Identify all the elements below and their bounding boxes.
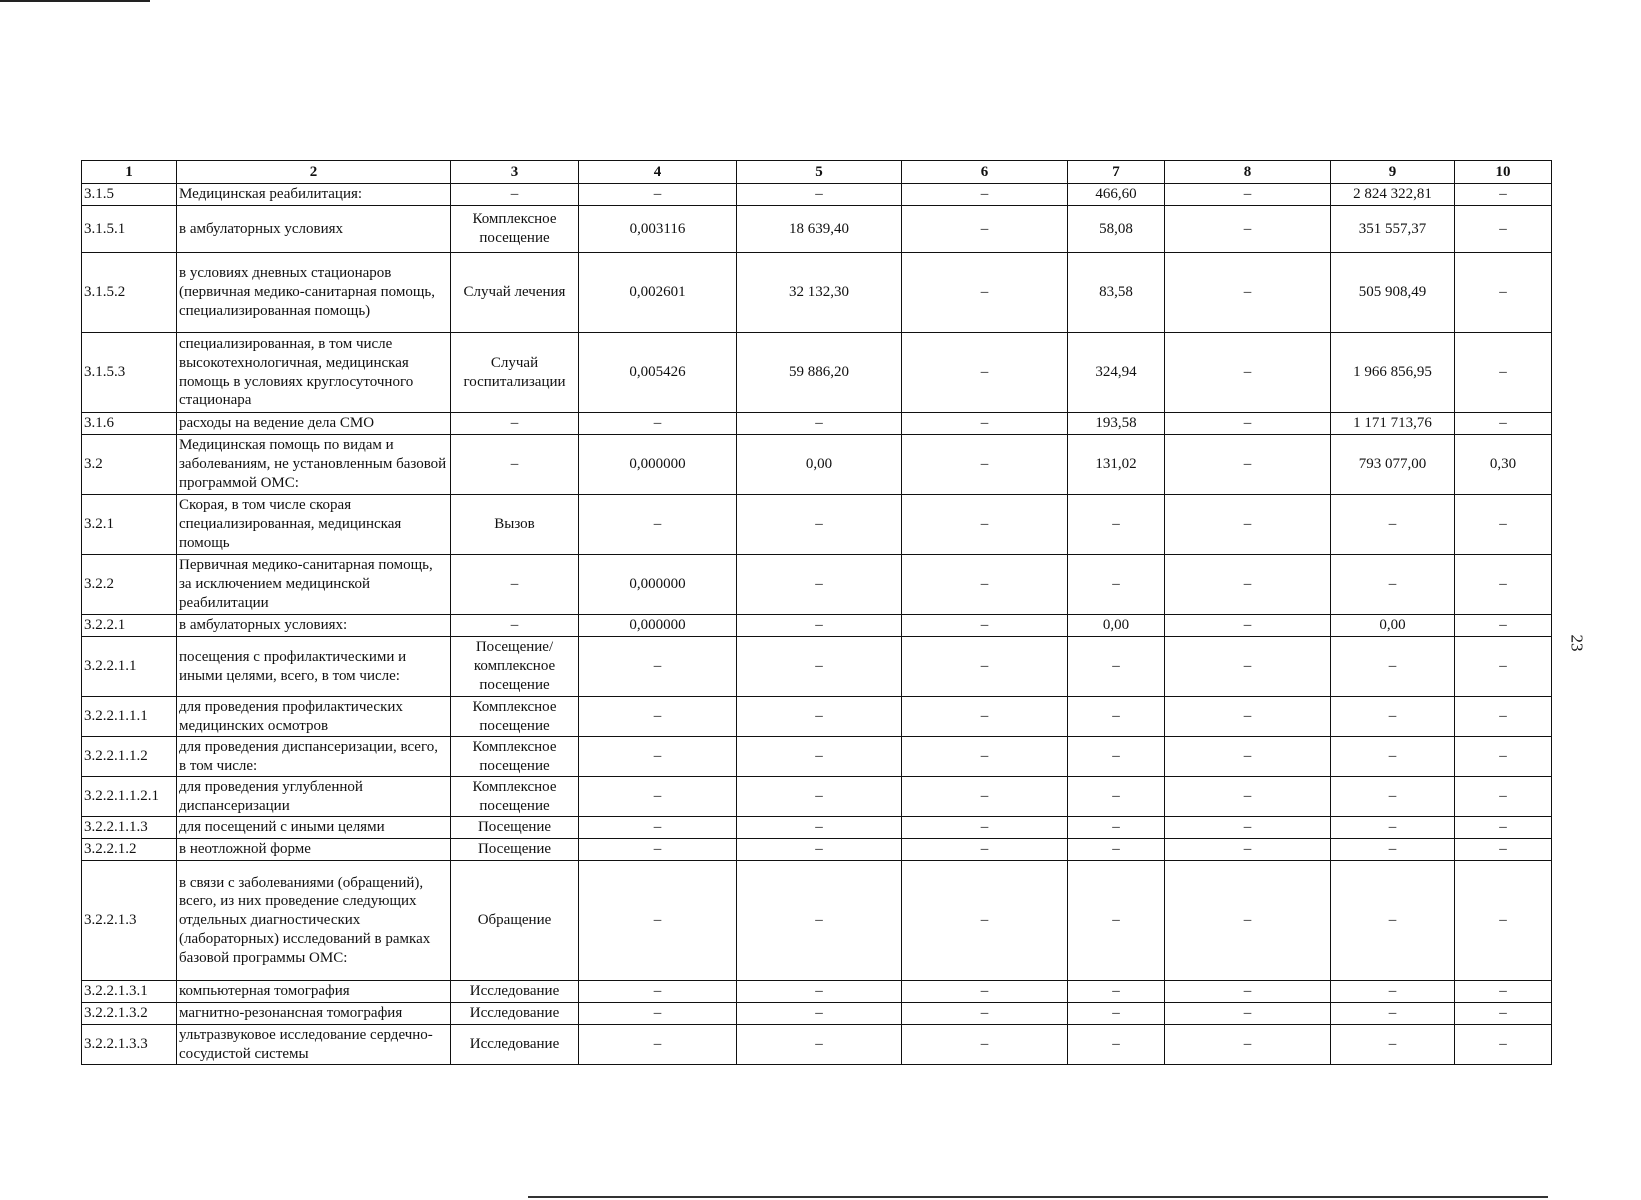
value-cell: 505 908,49 [1331, 253, 1455, 333]
value-cell: – [1455, 253, 1552, 333]
row-description-cell: для проведения углубленной диспансеризации [177, 777, 451, 817]
value-cell: – [1165, 861, 1331, 981]
column-header: 7 [1068, 161, 1165, 184]
table-row [82, 737, 1552, 777]
value-cell: – [902, 637, 1068, 697]
value-cell: – [902, 1025, 1068, 1065]
unit-cell: – [451, 435, 579, 495]
value-cell: 58,08 [1068, 206, 1165, 253]
value-cell: – [1165, 184, 1331, 206]
row-description-cell: расходы на ведение дела СМО [177, 413, 451, 435]
value-cell: – [1455, 839, 1552, 861]
value-cell: – [1331, 1025, 1455, 1065]
value-cell: 0,00 [1331, 615, 1455, 637]
value-cell: – [579, 637, 737, 697]
row-code-cell: 3.1.5 [82, 184, 177, 206]
row-description-cell: для посещений с иными целями [177, 817, 451, 839]
row-code-cell: 3.2.2.1.3.2 [82, 1003, 177, 1025]
unit-cell: Исследование [451, 1025, 579, 1065]
value-cell: 83,58 [1068, 253, 1165, 333]
row-description-cell: в связи с заболеваниями (обращений), всего, из них проведение следующих отдельных диагностических (лабораторных) исследований в рамках базовой программы ОМС: [177, 861, 451, 981]
unit-cell: Комплексное посещение [451, 206, 579, 253]
value-cell: – [579, 839, 737, 861]
value-cell: – [1331, 981, 1455, 1003]
value-cell: – [737, 777, 902, 817]
row-code-cell: 3.2.2.1.1.1 [82, 697, 177, 737]
unit-cell: Вызов [451, 495, 579, 555]
value-cell: – [1331, 637, 1455, 697]
row-code-cell: 3.2.2 [82, 555, 177, 615]
value-cell: – [1455, 333, 1552, 413]
value-cell: – [1331, 817, 1455, 839]
value-cell: – [1068, 839, 1165, 861]
value-cell: 351 557,37 [1331, 206, 1455, 253]
value-cell: – [579, 1025, 737, 1065]
row-code-cell: 3.2.1 [82, 495, 177, 555]
row-code-cell: 3.2.2.1.3 [82, 861, 177, 981]
value-cell: – [1165, 637, 1331, 697]
row-description-cell: в условиях дневных стационаров (первичная медико-санитарная помощь, специализированная помощь) [177, 253, 451, 333]
value-cell: 1 171 713,76 [1331, 413, 1455, 435]
value-cell: – [579, 495, 737, 555]
value-cell: – [1068, 737, 1165, 777]
value-cell: 0,000000 [579, 555, 737, 615]
row-description-cell: в амбулаторных условиях: [177, 615, 451, 637]
value-cell: – [1068, 817, 1165, 839]
table-header-row [82, 161, 1552, 184]
table-row [82, 206, 1552, 253]
value-cell: – [737, 861, 902, 981]
value-cell: – [737, 737, 902, 777]
value-cell: – [902, 817, 1068, 839]
page-number: 23 [1567, 634, 1587, 652]
value-cell: – [737, 1003, 902, 1025]
row-code-cell: 3.2.2.1.3.3 [82, 1025, 177, 1065]
value-cell: – [1455, 817, 1552, 839]
value-cell: 32 132,30 [737, 253, 902, 333]
table-row [82, 413, 1552, 435]
value-cell: – [1331, 839, 1455, 861]
unit-cell: Случай госпитализации [451, 333, 579, 413]
value-cell: – [579, 413, 737, 435]
row-description-cell: магнитно-резонансная томография [177, 1003, 451, 1025]
unit-cell: Исследование [451, 981, 579, 1003]
value-cell: – [1068, 637, 1165, 697]
table-row [82, 637, 1552, 697]
value-cell: – [737, 615, 902, 637]
row-code-cell: 3.2.2.1 [82, 615, 177, 637]
table-row [82, 1025, 1552, 1065]
row-code-cell: 3.2 [82, 435, 177, 495]
value-cell: – [902, 253, 1068, 333]
value-cell: – [1331, 495, 1455, 555]
column-header: 5 [737, 161, 902, 184]
value-cell: – [902, 555, 1068, 615]
row-code-cell: 3.2.2.1.1 [82, 637, 177, 697]
value-cell: – [1331, 737, 1455, 777]
value-cell: – [902, 981, 1068, 1003]
value-cell: – [1455, 1003, 1552, 1025]
value-cell: – [1455, 697, 1552, 737]
value-cell: 0,30 [1455, 435, 1552, 495]
value-cell: – [1165, 253, 1331, 333]
table-body [82, 184, 1552, 1065]
value-cell: – [1165, 495, 1331, 555]
value-cell: 793 077,00 [1331, 435, 1455, 495]
unit-cell: Посещение [451, 839, 579, 861]
table-row [82, 615, 1552, 637]
value-cell: – [1068, 495, 1165, 555]
value-cell: 0,00 [737, 435, 902, 495]
value-cell: – [1331, 861, 1455, 981]
value-cell: – [737, 413, 902, 435]
unit-cell: – [451, 555, 579, 615]
row-description-cell: Медицинская помощь по видам и заболеваниям, не установленным базовой программой ОМС: [177, 435, 451, 495]
row-description-cell: посещения с профилактическими и иными целями, всего, в том числе: [177, 637, 451, 697]
value-cell: – [1165, 981, 1331, 1003]
value-cell: – [1331, 1003, 1455, 1025]
unit-cell: Посещение/ комплексное посещение [451, 637, 579, 697]
value-cell: – [902, 184, 1068, 206]
column-header: 10 [1455, 161, 1552, 184]
row-code-cell: 3.1.5.2 [82, 253, 177, 333]
scan-edge-line [528, 1196, 1548, 1198]
value-cell: – [1068, 1025, 1165, 1065]
row-code-cell: 3.1.6 [82, 413, 177, 435]
table-row [82, 333, 1552, 413]
value-cell: – [579, 817, 737, 839]
value-cell: – [1331, 777, 1455, 817]
column-header: 1 [82, 161, 177, 184]
value-cell: – [902, 839, 1068, 861]
column-header: 6 [902, 161, 1068, 184]
value-cell: – [1165, 435, 1331, 495]
column-header: 9 [1331, 161, 1455, 184]
row-code-cell: 3.1.5.3 [82, 333, 177, 413]
value-cell: – [579, 184, 737, 206]
value-cell: – [1455, 1025, 1552, 1065]
value-cell: – [737, 184, 902, 206]
value-cell: – [902, 413, 1068, 435]
unit-cell: Комплексное посещение [451, 697, 579, 737]
value-cell: – [1068, 697, 1165, 737]
value-cell: 324,94 [1068, 333, 1165, 413]
row-code-cell: 3.2.2.1.2 [82, 839, 177, 861]
value-cell: – [1455, 555, 1552, 615]
column-header: 2 [177, 161, 451, 184]
value-cell: 193,58 [1068, 413, 1165, 435]
value-cell: 0,005426 [579, 333, 737, 413]
value-cell: – [579, 981, 737, 1003]
value-cell: – [902, 861, 1068, 981]
value-cell: 131,02 [1068, 435, 1165, 495]
value-cell: – [737, 495, 902, 555]
value-cell: 59 886,20 [737, 333, 902, 413]
value-cell: – [737, 555, 902, 615]
unit-cell: Посещение [451, 817, 579, 839]
value-cell: – [902, 435, 1068, 495]
value-cell: – [579, 861, 737, 981]
value-cell: – [1068, 555, 1165, 615]
scan-edge-line [0, 0, 150, 2]
table-row [82, 777, 1552, 817]
value-cell: 0,000000 [579, 615, 737, 637]
value-cell: – [1455, 981, 1552, 1003]
value-cell: – [1165, 333, 1331, 413]
value-cell: – [1455, 637, 1552, 697]
unit-cell: Обращение [451, 861, 579, 981]
value-cell: – [737, 637, 902, 697]
unit-cell: Случай лечения [451, 253, 579, 333]
unit-cell: – [451, 615, 579, 637]
value-cell: 0,002601 [579, 253, 737, 333]
row-code-cell: 3.2.2.1.1.2.1 [82, 777, 177, 817]
row-description-cell: ультразвуковое исследование сердечно-сосудистой системы [177, 1025, 451, 1065]
value-cell: – [902, 615, 1068, 637]
row-description-cell: Первичная медико-санитарная помощь, за исключением медицинской реабилитации [177, 555, 451, 615]
table-row [82, 861, 1552, 981]
row-description-cell: Скорая, в том числе скорая специализированная, медицинская помощь [177, 495, 451, 555]
table-row [82, 555, 1552, 615]
value-cell: 1 966 856,95 [1331, 333, 1455, 413]
value-cell: – [1068, 861, 1165, 981]
table-row [82, 981, 1552, 1003]
value-cell: – [1068, 777, 1165, 817]
table-row [82, 435, 1552, 495]
row-description-cell: специализированная, в том числе высокотехнологичная, медицинская помощь в условиях круглосуточного стационара [177, 333, 451, 413]
row-description-cell: компьютерная томография [177, 981, 451, 1003]
value-cell: – [1165, 777, 1331, 817]
value-cell: – [1165, 555, 1331, 615]
value-cell: – [579, 697, 737, 737]
row-code-cell: 3.2.2.1.1.3 [82, 817, 177, 839]
table-row [82, 697, 1552, 737]
value-cell: – [1455, 495, 1552, 555]
table-row [82, 495, 1552, 555]
value-cell: – [902, 737, 1068, 777]
value-cell: – [902, 333, 1068, 413]
value-cell: – [1165, 839, 1331, 861]
unit-cell: – [451, 413, 579, 435]
unit-cell: – [451, 184, 579, 206]
value-cell: – [1455, 206, 1552, 253]
value-cell: – [1455, 861, 1552, 981]
value-cell: – [579, 1003, 737, 1025]
table-row [82, 1003, 1552, 1025]
value-cell: – [579, 737, 737, 777]
value-cell: – [902, 495, 1068, 555]
value-cell: 466,60 [1068, 184, 1165, 206]
value-cell: – [1455, 777, 1552, 817]
row-description-cell: для проведения профилактических медицинских осмотров [177, 697, 451, 737]
value-cell: – [1165, 737, 1331, 777]
table-row [82, 839, 1552, 861]
value-cell: 18 639,40 [737, 206, 902, 253]
value-cell: – [1165, 615, 1331, 637]
value-cell: – [737, 697, 902, 737]
value-cell: – [737, 817, 902, 839]
value-cell: – [1331, 555, 1455, 615]
row-description-cell: в амбулаторных условиях [177, 206, 451, 253]
row-code-cell: 3.1.5.1 [82, 206, 177, 253]
value-cell: – [1331, 697, 1455, 737]
row-code-cell: 3.2.2.1.1.2 [82, 737, 177, 777]
value-cell: – [1165, 206, 1331, 253]
value-cell: – [579, 777, 737, 817]
data-table [81, 160, 1552, 1065]
row-description-cell: Медицинская реабилитация: [177, 184, 451, 206]
value-cell: – [1165, 413, 1331, 435]
value-cell: 0,00 [1068, 615, 1165, 637]
value-cell: – [737, 1025, 902, 1065]
value-cell: – [1455, 615, 1552, 637]
value-cell: – [737, 839, 902, 861]
value-cell: – [1165, 1025, 1331, 1065]
value-cell: – [1068, 1003, 1165, 1025]
value-cell: – [1165, 817, 1331, 839]
value-cell: – [1455, 184, 1552, 206]
unit-cell: Комплексное посещение [451, 737, 579, 777]
value-cell: – [1165, 1003, 1331, 1025]
value-cell: – [902, 1003, 1068, 1025]
column-header: 8 [1165, 161, 1331, 184]
value-cell: – [902, 777, 1068, 817]
value-cell: – [902, 697, 1068, 737]
row-description-cell: для проведения диспансеризации, всего, в том числе: [177, 737, 451, 777]
value-cell: 0,000000 [579, 435, 737, 495]
value-cell: – [737, 981, 902, 1003]
value-cell: – [902, 206, 1068, 253]
table-row [82, 253, 1552, 333]
unit-cell: Комплексное посещение [451, 777, 579, 817]
table-row [82, 184, 1552, 206]
column-header: 4 [579, 161, 737, 184]
value-cell: 2 824 322,81 [1331, 184, 1455, 206]
value-cell: – [1068, 981, 1165, 1003]
value-cell: 0,003116 [579, 206, 737, 253]
value-cell: – [1455, 413, 1552, 435]
column-header: 3 [451, 161, 579, 184]
value-cell: – [1455, 737, 1552, 777]
table-row [82, 817, 1552, 839]
unit-cell: Исследование [451, 1003, 579, 1025]
row-code-cell: 3.2.2.1.3.1 [82, 981, 177, 1003]
value-cell: – [1165, 697, 1331, 737]
row-description-cell: в неотложной форме [177, 839, 451, 861]
